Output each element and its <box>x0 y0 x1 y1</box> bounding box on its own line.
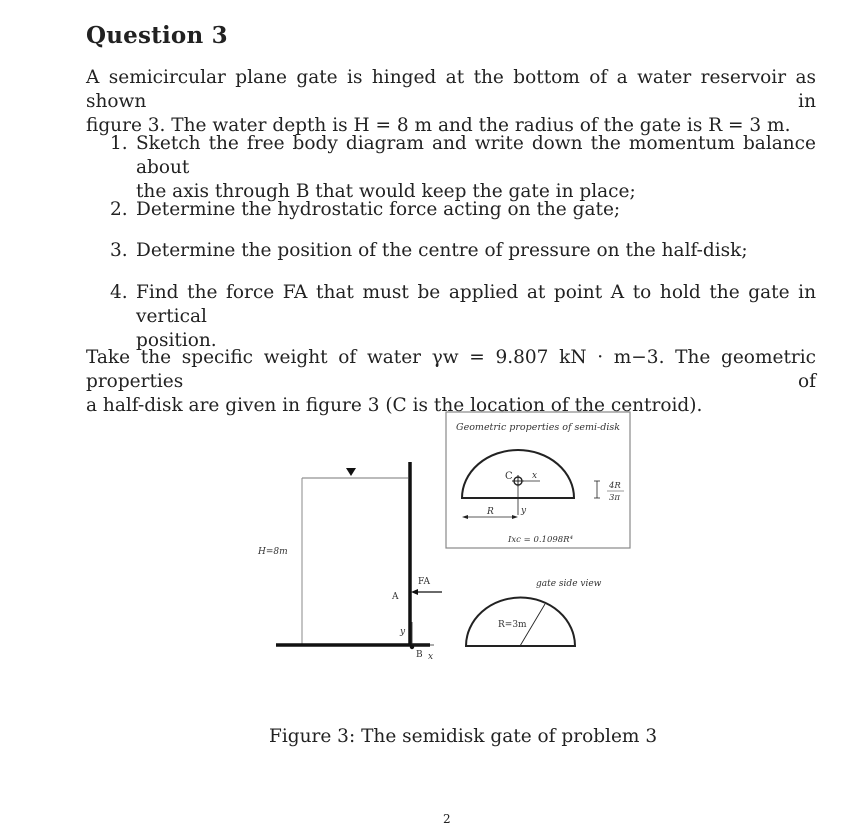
depth-label: H=8m <box>258 547 288 557</box>
closing-line-1: Take the specific weight of water γw = 9.807 kN · m−3. The geometric properties of <box>86 347 816 392</box>
force-arrowhead <box>411 589 418 595</box>
force-label: FA <box>418 577 430 587</box>
figure-caption: Figure 3: The semidisk gate of problem 3 <box>269 726 658 747</box>
point-b-label: B <box>416 650 423 660</box>
x-label: x <box>532 471 538 481</box>
item-number: 2. <box>110 199 128 220</box>
question-title: Question 3 <box>86 22 228 49</box>
axis-x-label: x <box>428 652 434 662</box>
item-line-1: Find the force FA that must be applied at point A to hold the gate in vertical <box>136 282 816 327</box>
radius-arrow-left <box>462 515 468 519</box>
item-line-1: Determine the position of the centre of pressure on the half-disk; <box>136 240 748 261</box>
item-number: 3. <box>110 240 128 261</box>
radius-label: R <box>487 507 494 517</box>
gate-view-label: gate side view <box>536 579 602 589</box>
item-line-1: Determine the hydrostatic force acting on the gate; <box>136 199 621 220</box>
centroid-label: C <box>505 471 513 482</box>
inertia-formula: Ixc = 0.1098R⁴ <box>508 535 573 545</box>
distance-numerator: 4R <box>609 481 621 491</box>
page-number: 2 <box>443 812 451 826</box>
hinge-b <box>410 645 414 649</box>
item-line-1: Sketch the free body diagram and write down the momentum balance about <box>136 133 816 178</box>
intro-line-1: A semicircular plane gate is hinged at the bottom of a water reservoir as shown in <box>86 67 816 112</box>
item-line-2: position. <box>136 330 217 351</box>
box-title: Geometric properties of semi-disk <box>456 422 621 433</box>
item-line-2: the axis through B that would keep the gate in place; <box>136 181 636 202</box>
intro-line-2: figure 3. The water depth is H = 8 m and the radius of the gate is R = 3 m. <box>86 115 791 136</box>
axis-y-label: y <box>400 627 406 637</box>
item-number: 4. <box>110 282 128 303</box>
point-a-label: A <box>392 592 399 602</box>
radius-arrow-right <box>512 515 518 519</box>
water-level-marker <box>346 468 356 476</box>
closing-line-2: a half-disk are given in figure 3 (C is the location of the centroid). <box>86 395 703 416</box>
gate-radius-label: R=3m <box>498 620 527 630</box>
item-number: 1. <box>110 133 128 154</box>
distance-denominator: 3π <box>609 493 620 503</box>
y-label: y <box>521 506 527 516</box>
